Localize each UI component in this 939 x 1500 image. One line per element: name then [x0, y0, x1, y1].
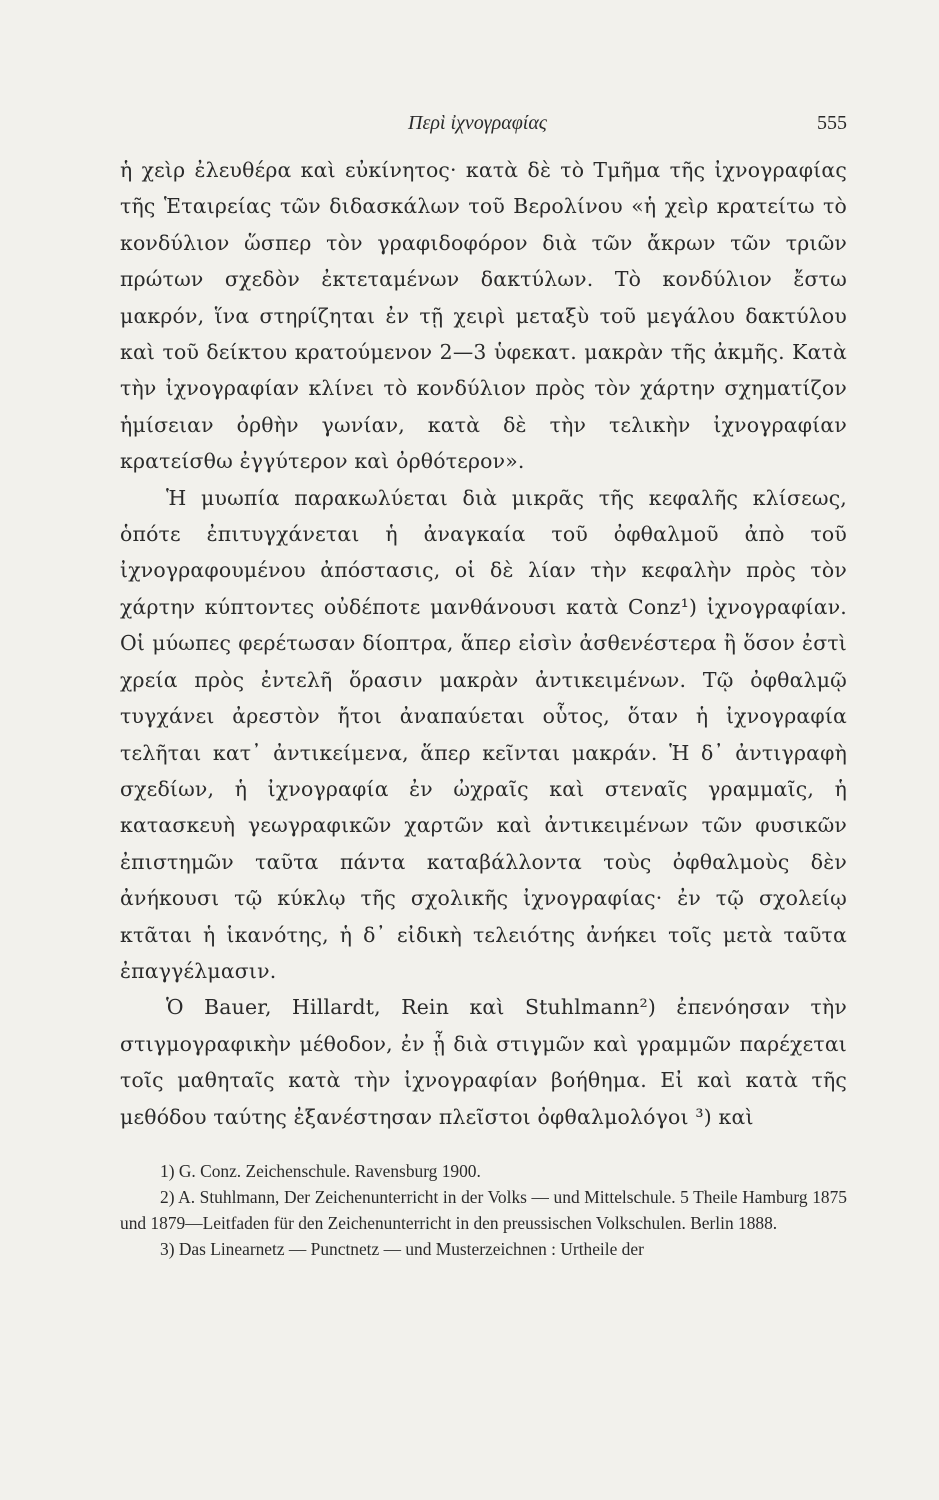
- running-title: Περὶ ἰχνογραφίας: [408, 112, 547, 134]
- paragraph: ἡ χεὶρ ἐλευθέρα καὶ εὐκίνητος· κατὰ δὲ τὸ Τμῆμα τῆς ἰχνογραφίας τῆς Ἑταιρείας τῶν διδασκάλων τοῦ Βερολίνου «ἡ χεὶρ κρατείτω τὸ κονδύλιον ὥσπερ τὸν γραφιδοφόρον διὰ τῶν ἄκρων τῶν τριῶν πρώτων σχεδὸν ἐκτεταμένων δακτύλων. Τὸ κονδύλιον ἔστω μακρόν, ἵνα στηρίζηται ἐν τῇ χειρὶ μεταξὺ τοῦ μεγάλου δακτύλου καὶ τοῦ δείκτου κρατούμενον 2—3 ὑφεκατ. μακρὰν τῆς ἀκμῆς. Κατὰ τὴν ἰχνογραφίαν κλίνει τὸ κονδύλιον πρὸς τὸν χάρτην σχηματίζον ἡμίσειαν ὀρθὴν γωνίαν, κατὰ δὲ τὴν τελικὴν ἰχνογραφίαν κρατείσθω ἐγγύτερον καὶ ὀρθότερον».: [120, 158, 847, 474]
- running-head: [120, 112, 847, 152]
- paragraph: Ἡ μυωπία παρακωλύεται διὰ μικρᾶς τῆς κεφαλῆς κλίσεως, ὁπότε ἐπιτυγχάνεται ἡ ἀναγκαία τοῦ ὀφθαλμοῦ ἀπὸ τοῦ ἰχνογραφουμένου ἀπόστασις, οἱ δὲ λίαν τὴν κεφαλὴν πρὸς τὸν χάρτην κύπτοντες οὐδέποτε μανθάνουσι κατὰ Conz¹) ἰχνογραφίαν. Οἱ μύωπες φερέτωσαν δίοπτρα, ἅπερ εἰσὶν ἀσθενέστερα ἢ ὅσον ἐστὶ χρεία πρὸς ἐντελῆ ὅρασιν μακρὰν ἀντικειμένων. Τῷ ὀφθαλμῷ τυγχάνει ἀρεστὸν ἤτοι ἀναπαύεται οὗτος, ὅταν ἡ ἰχνογραφία τελῆται κατ᾽ ἀντικείμενα, ἅπερ κεῖνται μακράν. Ἡ δ᾽ ἀντιγραφὴ σχεδίων, ἡ ἰχνογραφία ἐν ὠχραῖς καὶ στεναῖς γραμμαῖς, ἡ κατασκευὴ γεωγραφικῶν χαρτῶν καὶ ἀντικειμένων τῶν φυσικῶν ἐπιστημῶν ταῦτα πάντα καταβάλλοντα τοὺς ὀφθαλμοὺς δὲν ἀνήκουσι τῷ κύκλῳ τῆς σχολικῆς ἰχνογραφίας· ἐν τῷ σχολείῳ κτᾶται ἡ ἱκανότης, ἡ δ᾽ εἰδικὴ τελειότης ἀνήκει τοῖς μετὰ ταῦτα ἐπαγγέλμασιν.: [120, 485, 847, 983]
- footnote: 1) G. Conz. Zeichenschule. Ravensburg 1900.: [160, 1161, 481, 1181]
- page-number: 555: [817, 112, 847, 134]
- footnote: 2) A. Stuhlmann, Der Zeichenunterricht in der Volks — und Mittelschule. 5 Theile Hamburg 1875 und 1879—Leitfaden für den Zeichenunterricht in den preussischen Volkschulen. Berlin 1888.: [120, 1187, 847, 1233]
- body-text: [120, 152, 847, 1135]
- footnotes: [120, 1158, 847, 1262]
- paragraph: Ὁ Bauer, Hillardt, Rein καὶ Stuhlmann²) ἐπενόησαν τὴν στιγμογραφικὴν μέθοδον, ἐν ᾗ διὰ στιγμῶν καὶ γραμμῶν παρέχεται τοῖς μαθηταῖς κατὰ τὴν ἰχνογραφίαν βοήθημα. Εἰ καὶ κατὰ τῆς μεθόδου ταύτης ἐξανέστησαν πλεῖστοι ὀφθαλμολόγοι ³) καὶ: [120, 995, 847, 1129]
- footnote: 3) Das Linearnetz — Punctnetz — und Musterzeichnen : Urtheile der: [160, 1239, 644, 1259]
